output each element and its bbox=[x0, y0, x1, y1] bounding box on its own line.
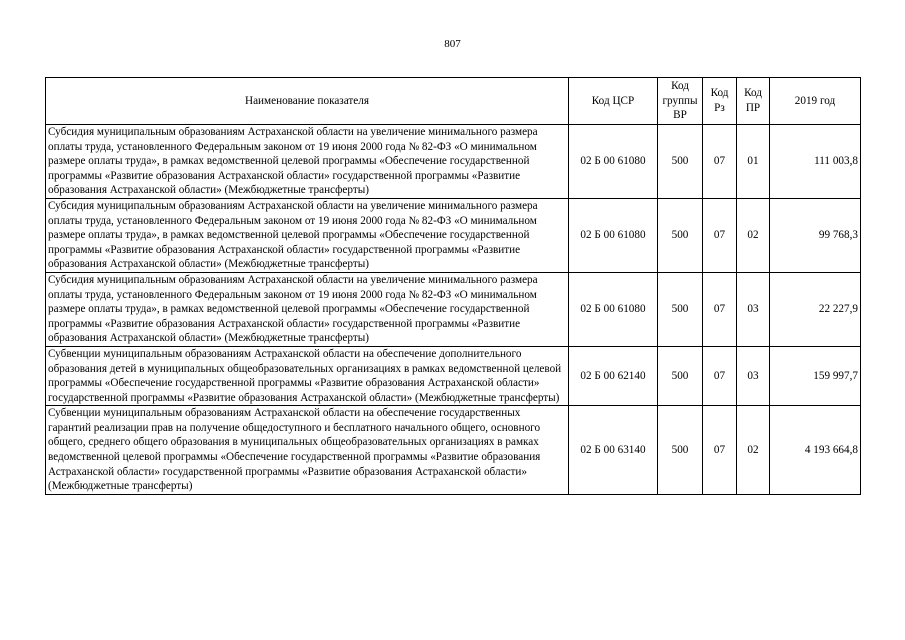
row-amount: 159 997,7 bbox=[770, 346, 861, 405]
row-rz: 07 bbox=[703, 272, 737, 346]
row-csr: 02 Б 00 61080 bbox=[569, 125, 658, 199]
row-csr: 02 Б 00 62140 bbox=[569, 346, 658, 405]
header-vr: Код группы ВР bbox=[658, 78, 703, 125]
row-pr: 01 bbox=[737, 125, 770, 199]
row-rz: 07 bbox=[703, 125, 737, 199]
header-year: 2019 год bbox=[770, 78, 861, 125]
row-rz: 07 bbox=[703, 346, 737, 405]
table-row bbox=[46, 272, 861, 346]
row-name: Субсидия муниципальным образованиям Астраханской области на увеличение минимального размера оплаты труда, установленного Федеральным законом от 19 июня 2000 года № 82-ФЗ «О минимальном размере оплаты труда», в рамках ведомственной целевой программы «Обеспечение государственной программы «Развитие образования Астраханской области» государственной программы «Развитие образования Астраханской области» (Межбюджетные трансферты) bbox=[46, 198, 569, 272]
header-name: Наименование показателя bbox=[46, 78, 569, 125]
page-number: 807 bbox=[444, 38, 461, 50]
row-name: Субсидия муниципальным образованиям Астраханской области на увеличение минимального размера оплаты труда, установленного Федеральным законом от 19 июня 2000 года № 82-ФЗ «О минимальном размере оплаты труда», в рамках ведомственной целевой программы «Обеспечение государственной программы «Развитие образования Астраханской области» государственной программы «Развитие образования Астраханской области» (Межбюджетные трансферты) bbox=[46, 272, 569, 346]
header-csr: Код ЦСР bbox=[569, 78, 658, 125]
header-pr: Код ПР bbox=[737, 78, 770, 125]
row-name: Субсидия муниципальным образованиям Астраханской области на увеличение минимального размера оплаты труда, установленного Федеральным законом от 19 июня 2000 года № 82-ФЗ «О минимальном размере оплаты труда», в рамках ведомственной целевой программы «Обеспечение государственной программы «Развитие образования Астраханской области» государственной программы «Развитие образования Астраханской области» (Межбюджетные трансферты) bbox=[46, 125, 569, 199]
row-amount: 22 227,9 bbox=[770, 272, 861, 346]
row-pr: 03 bbox=[737, 272, 770, 346]
row-pr: 02 bbox=[737, 198, 770, 272]
row-pr: 03 bbox=[737, 346, 770, 405]
row-rz: 07 bbox=[703, 198, 737, 272]
table-row bbox=[46, 125, 861, 199]
table-row bbox=[46, 198, 861, 272]
row-vr: 500 bbox=[658, 198, 703, 272]
row-pr: 02 bbox=[737, 406, 770, 495]
row-amount: 99 768,3 bbox=[770, 198, 861, 272]
row-vr: 500 bbox=[658, 272, 703, 346]
row-csr: 02 Б 00 61080 bbox=[569, 198, 658, 272]
header-rz: Код Рз bbox=[703, 78, 737, 125]
row-vr: 500 bbox=[658, 125, 703, 199]
budget-table bbox=[45, 77, 861, 495]
row-name: Субвенции муниципальным образованиям Астраханской области на обеспечение государственных гарантий реализации прав на получение общедоступного и бесплатного начального общего, основного общего, среднего общего образования в муниципальных общеобразовательных организациях в рамках ведомственной целевой программы «Обеспечение государственной программы «Развитие образования Астраханской области» государственной программы «Развитие образования Астраханской области» (Межбюджетные трансферты) bbox=[46, 406, 569, 495]
row-amount: 111 003,8 bbox=[770, 125, 861, 199]
row-amount: 4 193 664,8 bbox=[770, 406, 861, 495]
row-csr: 02 Б 00 61080 bbox=[569, 272, 658, 346]
table-header-row bbox=[46, 78, 861, 125]
row-vr: 500 bbox=[658, 406, 703, 495]
row-rz: 07 bbox=[703, 406, 737, 495]
row-name: Субвенции муниципальным образованиям Астраханской области на обеспечение дополнительного образования детей в муниципальных общеобразовательных организациях в рамках ведомственной целевой программы «Обеспечение государственной программы «Развитие образования Астраханской области» государственной программы «Развитие образования Астраханской области» (Межбюджетные трансферты) bbox=[46, 346, 569, 405]
table-row bbox=[46, 406, 861, 495]
table-row bbox=[46, 346, 861, 405]
row-vr: 500 bbox=[658, 346, 703, 405]
row-csr: 02 Б 00 63140 bbox=[569, 406, 658, 495]
